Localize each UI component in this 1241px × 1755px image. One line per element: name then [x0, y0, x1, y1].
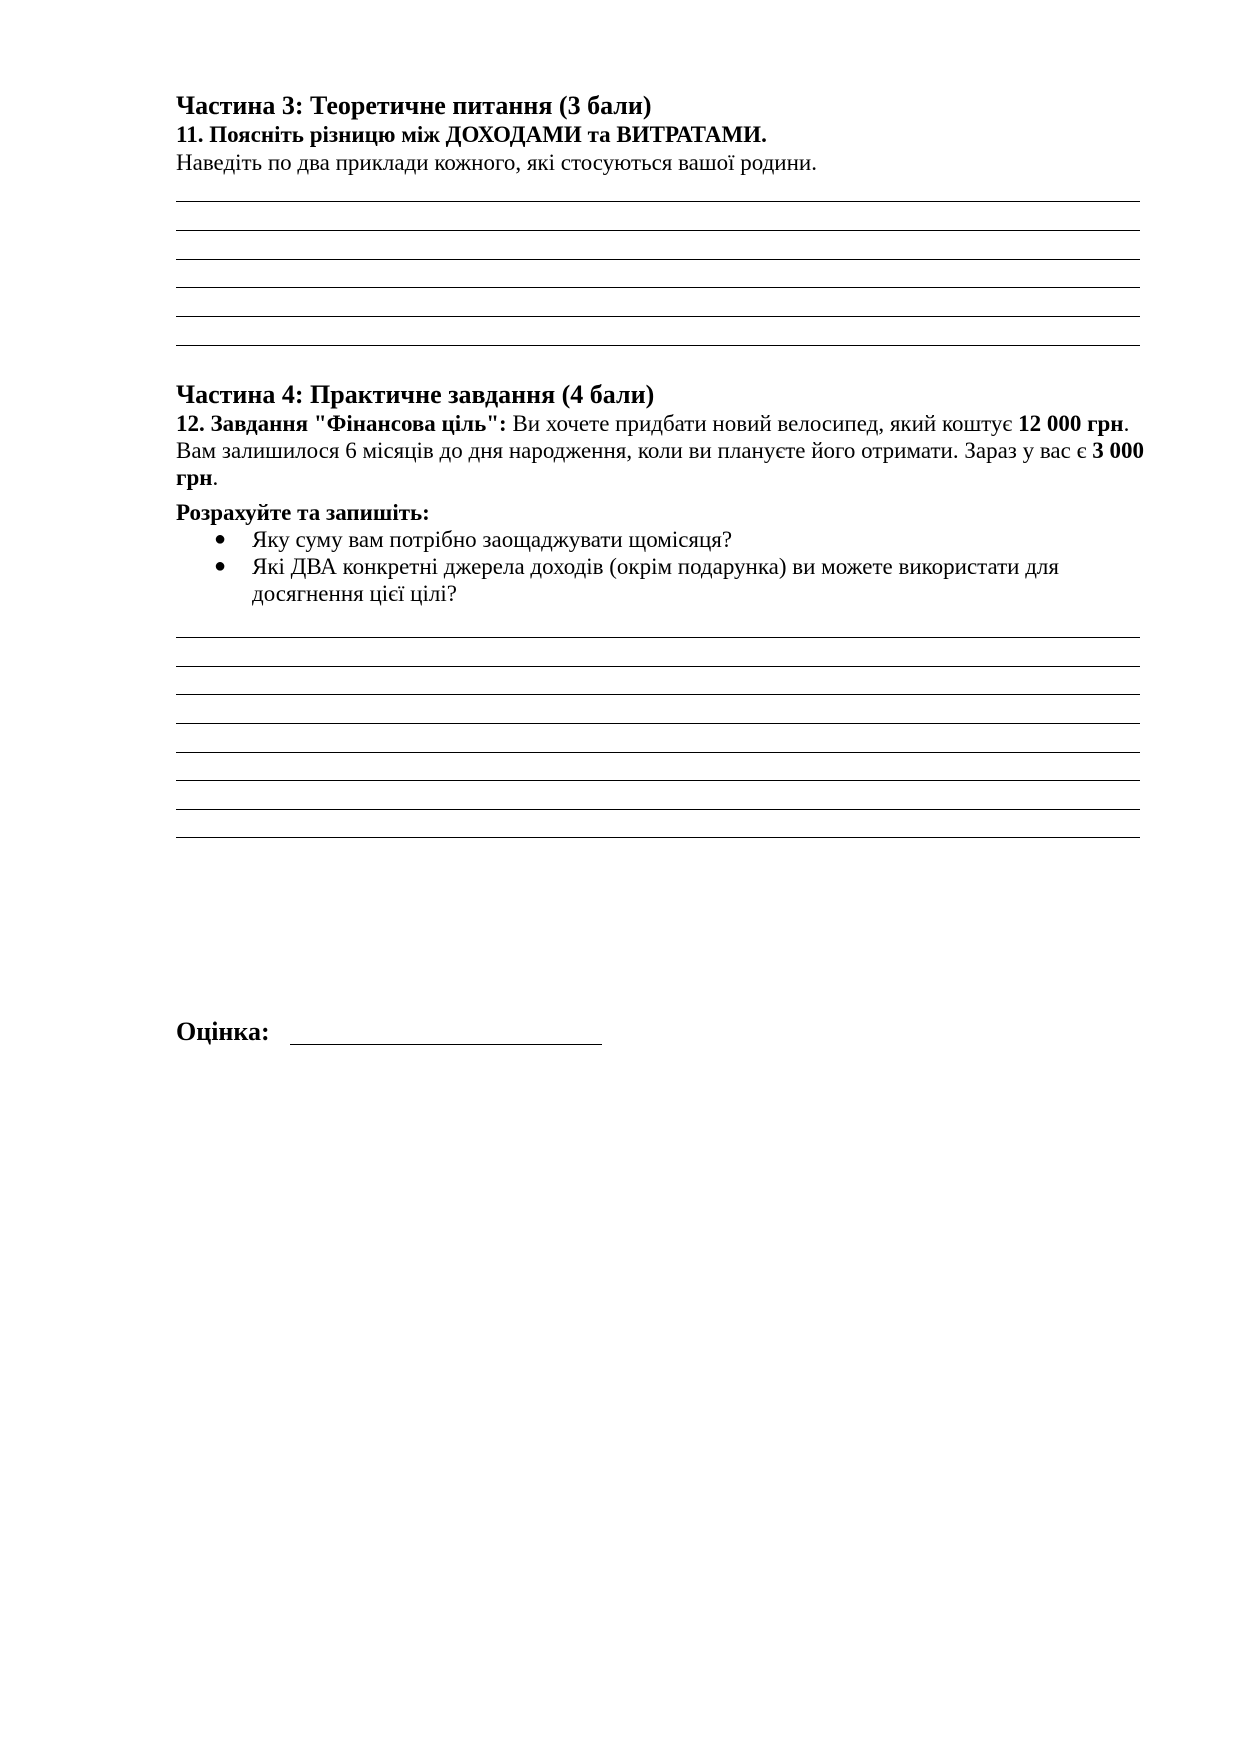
- task-12-paragraph: [176, 410, 1146, 491]
- bike-price: 12 000 грн: [1018, 411, 1124, 436]
- bullet-icon: ●: [214, 555, 227, 577]
- answer-line[interactable]: [176, 752, 1140, 753]
- bullet-text: Які ДВА конкретні джерела доходів (окрім подарунка) ви можете використати для досягнення цієї цілі?: [252, 554, 1059, 606]
- grade-field[interactable]: [290, 1044, 602, 1045]
- calc-instruction: Розрахуйте та запишіть:: [176, 500, 430, 525]
- task-12-text-3: .: [212, 465, 219, 490]
- bullet-text: Яку суму вам потрібно заощаджувати щомісяця?: [252, 527, 733, 552]
- answer-line[interactable]: [176, 837, 1140, 838]
- question-11-label: 11. Поясніть різницю між ДОХОДАМИ та ВИТРАТАМИ.: [176, 122, 767, 147]
- answer-line[interactable]: [176, 259, 1140, 260]
- answer-line[interactable]: [176, 809, 1140, 810]
- answer-line[interactable]: [176, 723, 1140, 724]
- answer-line[interactable]: [176, 201, 1140, 202]
- bullet-icon: ●: [214, 528, 227, 550]
- grade-label: Оцінка:: [176, 1017, 270, 1046]
- answer-line[interactable]: [176, 316, 1140, 317]
- task-12-label: 12. Завдання "Фінансова ціль":: [176, 411, 507, 436]
- task-12-text-1: Ви хочете придбати новий велосипед, який коштує: [506, 411, 1019, 436]
- part3-heading: Частина 3: Теоретичне питання (3 бали): [176, 91, 652, 120]
- answer-line[interactable]: [176, 694, 1140, 695]
- answer-line[interactable]: [176, 780, 1140, 781]
- answer-line[interactable]: [176, 637, 1140, 638]
- question-11-instruction: Наведіть по два приклади кожного, які стосуються вашої родини.: [176, 150, 817, 175]
- answer-line[interactable]: [176, 666, 1140, 667]
- answer-line[interactable]: [176, 287, 1140, 288]
- answer-line[interactable]: [176, 345, 1140, 346]
- answer-line[interactable]: [176, 230, 1140, 231]
- task-12-text-2: . Вам залишилося 6 місяців до дня народження, коли ви плануєте його отримати. Зараз у вас є: [176, 411, 1130, 463]
- current-savings: 3 000 грн: [176, 438, 1144, 490]
- part4-heading: Частина 4: Практичне завдання (4 бали): [176, 380, 655, 409]
